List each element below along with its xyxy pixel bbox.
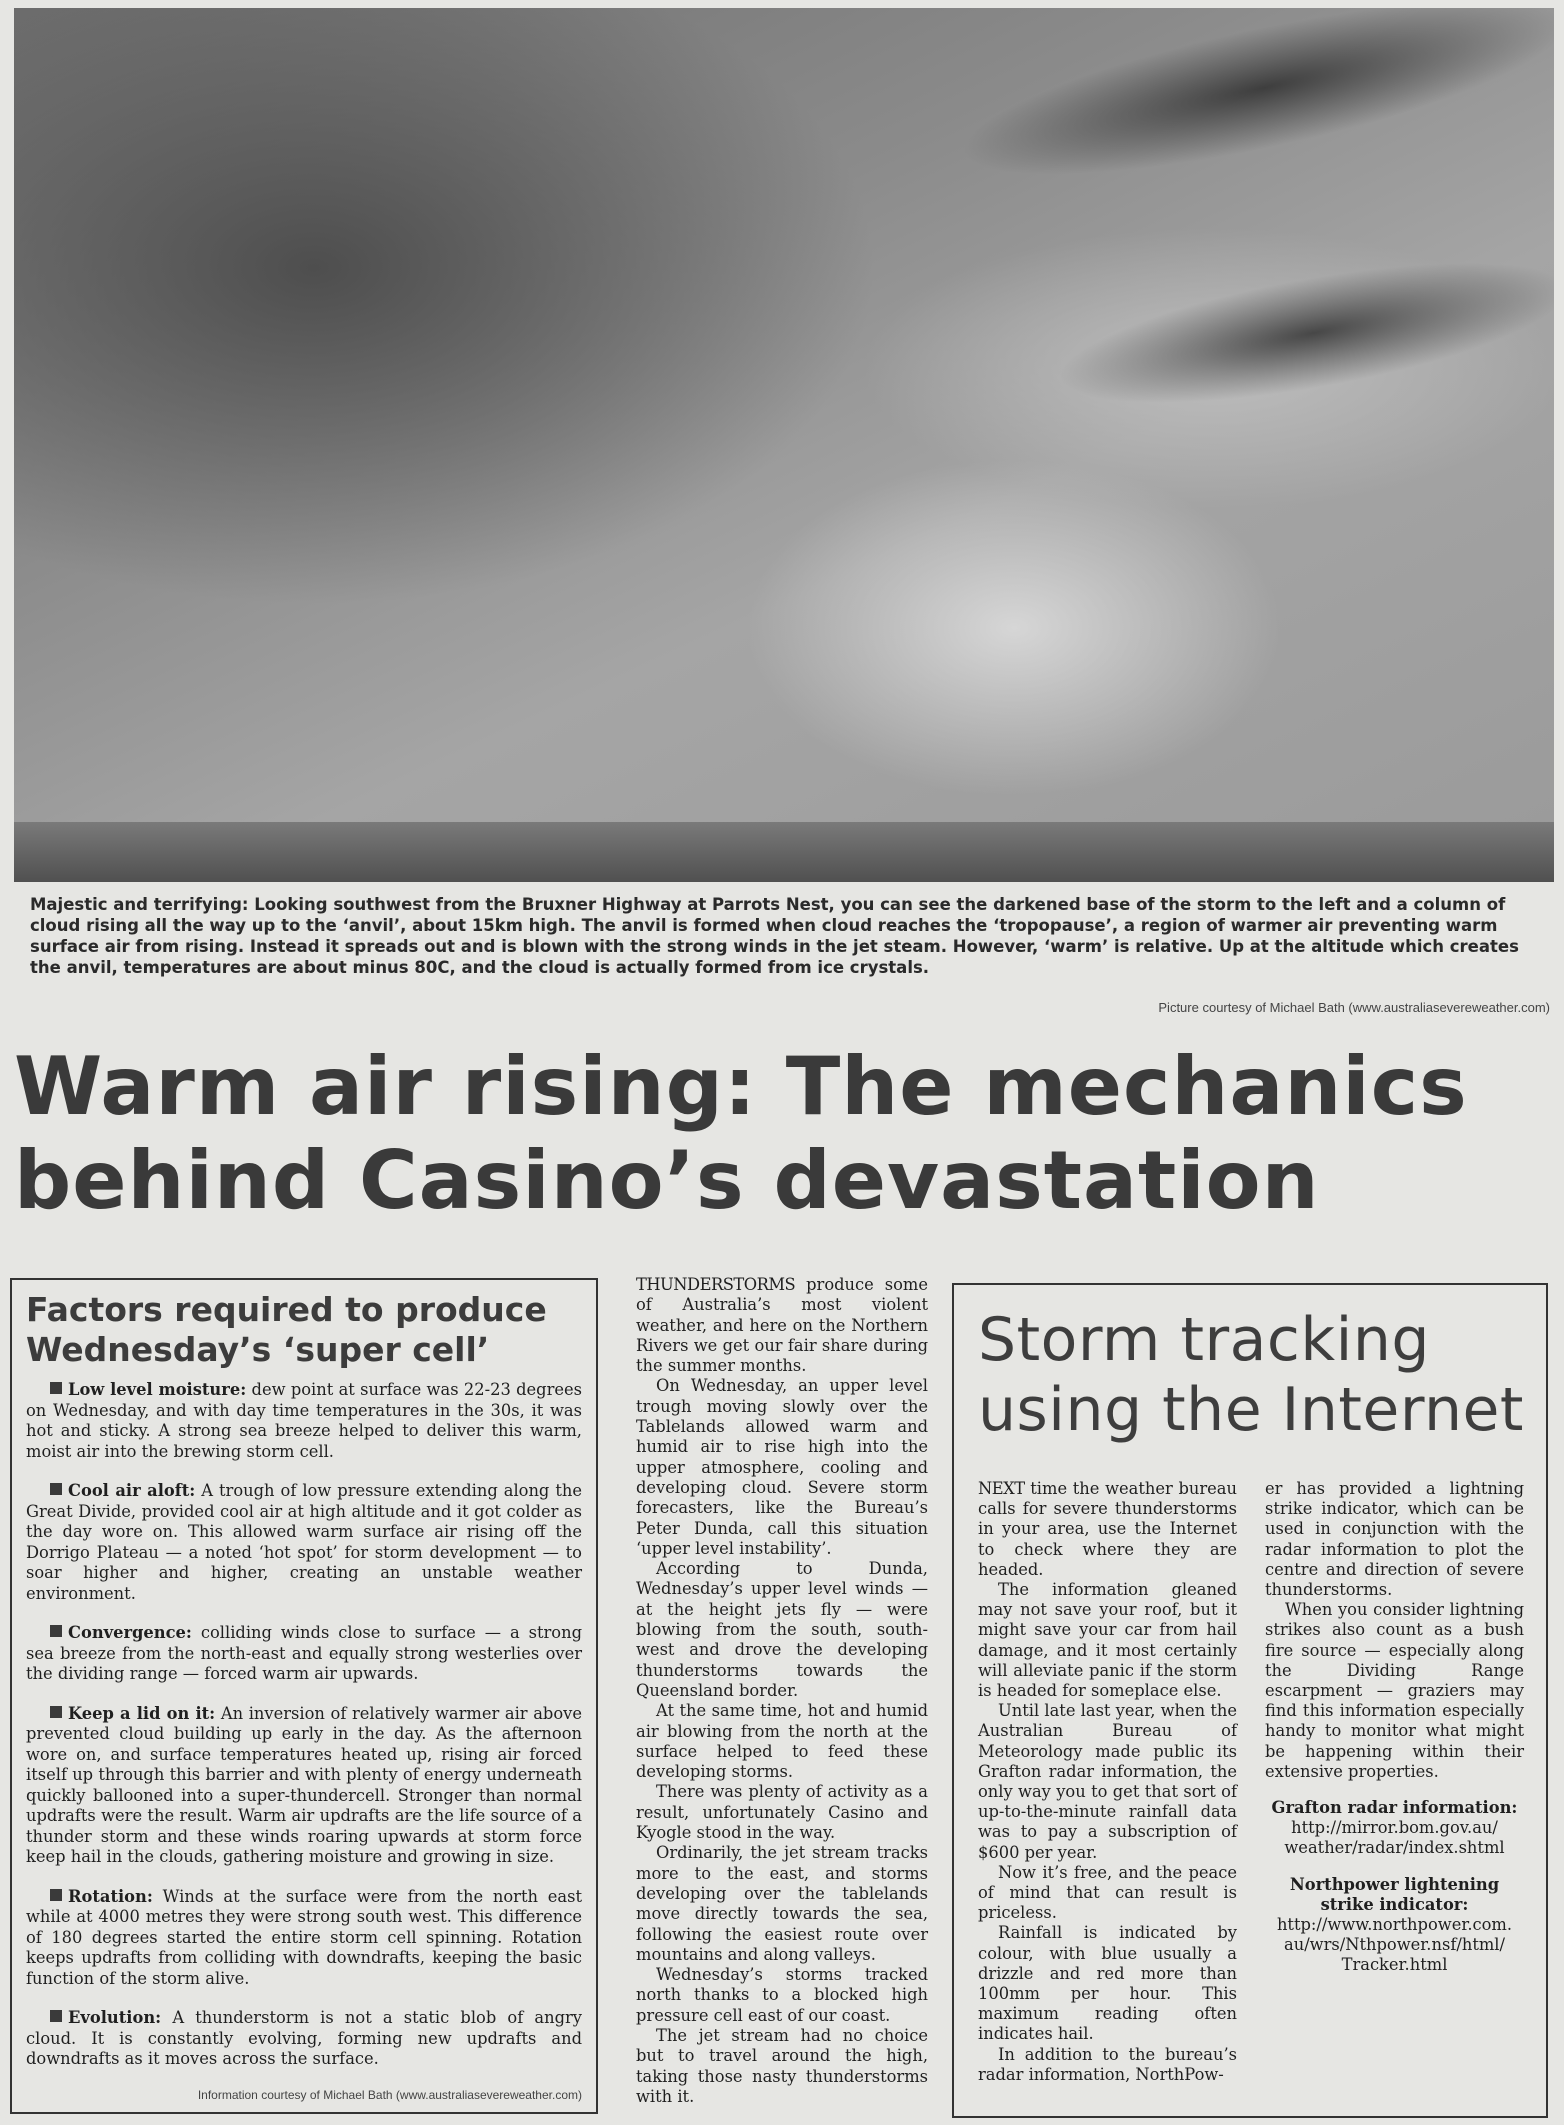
storm-text: In addition to the bureau’s radar information, NorthPow- bbox=[978, 2044, 1237, 2084]
factor-text: An inversion of relatively warmer air above prevented cloud building up early in the day. As the afternoon wore on, and surface temperatures heated up, rising air forced itself up through this barrier and with plenty of energy underneath quickly ballooned into a super-thundercell. Stronger than normal updrafts were the result. Warm air updrafts are the life source of a thunder storm and these winds roaring upwards at storm force keep hail in the clouds, gathering moisture and growing in size. bbox=[26, 1703, 582, 1866]
storm-paragraph bbox=[978, 1580, 1237, 1701]
storm-paragraph bbox=[978, 1479, 1237, 1580]
factor-text: A thunderstorm is not a static blob of angry cloud. It is constantly evolving, forming new updrafts and downdrafts as it moves across the surface. bbox=[26, 2008, 582, 2068]
headline: Warm air rising: The mechanics behind Casino’s devastation bbox=[14, 1040, 1468, 1227]
factor-term: Rotation: bbox=[68, 1886, 153, 1906]
storm-paragraph bbox=[978, 1701, 1237, 1863]
storm-paragraph bbox=[978, 1923, 1237, 2044]
storm-tracking-title: Storm tracking using the Internet bbox=[978, 1305, 1524, 1445]
storm-text: The information gleaned may not save your roof, but it might save your car from hail damage, and it most certainly will alleviate panic if the storm is headed for someplace else. bbox=[978, 1580, 1237, 1701]
factor-item bbox=[26, 1623, 582, 1685]
photo-credit: Picture courtesy of Michael Bath (www.australiasevereweather.com) bbox=[1158, 1000, 1550, 1015]
story-paragraph bbox=[636, 1275, 928, 1376]
story-paragraph bbox=[636, 1965, 928, 2026]
bullet-icon bbox=[50, 1889, 62, 1901]
factors-credit: Information courtesy of Michael Bath (www.australiasevereweather.com) bbox=[197, 2088, 582, 2102]
storm-tracking-col-2 bbox=[1265, 1479, 1524, 2085]
factor-item bbox=[26, 2008, 582, 2070]
cloud-band bbox=[1048, 234, 1554, 433]
factors-title: Factors required to produce Wednesday’s ‘super cell’ bbox=[26, 1290, 547, 1369]
story-text: Wednesday’s storms tracked north thanks to a blocked high pressure cell east of our coast. bbox=[636, 1965, 928, 2025]
horizon bbox=[14, 822, 1554, 882]
factor-term: Cool air aloft: bbox=[68, 1481, 196, 1500]
photo-caption: Majestic and terrifying: Looking southwest from the Bruxner Highway at Parrots Nest, you can see the darkened base of the storm to the left and a column of cloud rising all the way up to the ‘anvil’, about 15km high. The anvil is formed when cloud reaches the ‘tropopause’, a region of warmer air preventing warm surface air from rising. Instead it spreads out and is blown with the strong winds in the jet steam. However, ‘warm’ is relative. Up at the altitude which creates the anvil, temperatures are about minus 80C, and the cloud is actually formed from ice crystals. bbox=[30, 895, 1519, 977]
storm-text: time the weather bureau calls for severe thunderstorms in your area, use the Internet to check where they are headed. bbox=[978, 1479, 1237, 1579]
factor-term: Evolution: bbox=[68, 2008, 162, 2027]
factor-item bbox=[26, 1481, 582, 1604]
story-text: produce some of Australia’s most violent weather, and here on the Northern Rivers we get our fair share during the summer months. bbox=[636, 1275, 928, 1376]
story-text: There was plenty of activity as a result, unfortunately Casino and Kyogle stood in the way. bbox=[636, 1782, 928, 1843]
link-block bbox=[1265, 1875, 1524, 1976]
storm-tracking-box bbox=[952, 1283, 1548, 2118]
storm-paragraph bbox=[978, 2045, 1237, 2085]
bullet-icon bbox=[50, 2010, 62, 2022]
story-text: According to Dunda, Wednesday’s upper level winds — at the height jets fly — were blowing from the south, south-west and drove the developing thunderstorms towards the Queensland border. bbox=[636, 1559, 928, 1700]
storm-text: Until late last year, when the Australian Bureau of Meteorology made public its Grafton radar information, the only way you to get that sort of up-to-the-minute rainfall data was to pay a subscription of $600 per year. bbox=[978, 1701, 1237, 1862]
storm-photo bbox=[14, 8, 1554, 882]
story-paragraph bbox=[636, 2026, 928, 2107]
bullet-icon bbox=[50, 1706, 62, 1718]
story-text: Ordinarily, the jet stream tracks more to the east, and storms developing over the tablelands move directly towards the sea, following the easiest route over mountains and along valleys. bbox=[636, 1843, 928, 1964]
link-title: Northpower lightening strike indicator: bbox=[1289, 1874, 1500, 1914]
bullet-icon bbox=[50, 1483, 62, 1495]
link-url: http://www.northpower.com. au/wrs/Nthpower.nsf/html/ Tracker.html bbox=[1276, 1915, 1513, 1975]
story-paragraph bbox=[636, 1782, 928, 1843]
factor-text: dew point at surface was 22-23 degrees on Wednesday, and with day time temperatures in the 30s, it was hot and sticky. A strong sea breeze helped to deliver this warm, moist air into the brewing storm cell. bbox=[26, 1380, 582, 1461]
main-story bbox=[636, 1275, 928, 2107]
factor-text: A trough of low pressure extending along the Great Divide, provided cool air at high altitude and it got colder as the day wore on. This allowed warm surface air rising off the Dorrigo Plateau — a noted ‘hot spot’ for storm development — to soar higher and higher, creating an unstable weather environment. bbox=[26, 1481, 583, 1603]
factor-item bbox=[26, 1380, 582, 1462]
story-paragraph bbox=[636, 1559, 928, 1701]
story-text: At the same time, hot and humid air blowing from the north at the surface helped to feed these developing storms. bbox=[636, 1701, 928, 1782]
factor-text: colliding winds close to surface — a strong sea breeze from the north-east and equally strong westerlies over the dividing range — forced warm air upwards. bbox=[26, 1623, 582, 1683]
link-url: http://mirror.bom.gov.au/ weather/radar/index.shtml bbox=[1284, 1818, 1505, 1858]
story-text: On Wednesday, an upper level trough moving slowly over the Tablelands allowed warm and humid air to rise high into the upper atmosphere, cooling and developing cloud. Severe storm forecasters, like the Bureau’s Peter Dunda, call this situation ‘upper level instability’. bbox=[636, 1376, 928, 1558]
factors-list bbox=[26, 1380, 582, 2070]
story-text: The jet stream had no choice but to travel around the high, taking those nasty thunderstorms with it. bbox=[636, 2025, 928, 2106]
anvil-cloud bbox=[948, 8, 1554, 211]
storm-paragraph: er has provided a lightning strike indicator, which can be used in conjunction with the radar information to plot the centre and direction of severe thunderstorms. bbox=[1265, 1479, 1524, 1600]
storm-text: Now it’s free, and the peace of mind that can result is priceless. bbox=[978, 1862, 1237, 1923]
story-lead-caps: THUNDERSTORMS bbox=[636, 1275, 796, 1294]
factors-sidebar bbox=[10, 1278, 598, 2114]
link-title: Grafton radar information: bbox=[1271, 1798, 1518, 1818]
storm-lead-caps: NEXT bbox=[978, 1479, 1025, 1498]
factor-item bbox=[26, 1887, 582, 1990]
factor-item bbox=[26, 1704, 582, 1868]
factor-term: Keep a lid on it: bbox=[68, 1703, 216, 1723]
storm-paragraph bbox=[978, 1863, 1237, 1924]
story-paragraph bbox=[636, 1376, 928, 1559]
bullet-icon bbox=[50, 1382, 62, 1394]
story-paragraph bbox=[636, 1701, 928, 1782]
link-block bbox=[1265, 1798, 1524, 1859]
storm-text: Rainfall is indicated by colour, with blue usually a drizzle and red more than 100mm per hour. This maximum reading often indicates hail. bbox=[978, 1923, 1237, 2044]
factor-text: Winds at the surface were from the north east while at 4000 metres they were strong south west. This difference of 180 degrees started the entire storm cell spinning. Rotation keeps updrafts from colliding with downdrafts, keeping the basic function of the storm alive. bbox=[26, 1886, 582, 1988]
factor-term: Convergence: bbox=[68, 1623, 192, 1642]
bullet-icon bbox=[50, 1625, 62, 1637]
storm-paragraph: When you consider lightning strikes also count as a bush fire source — especially along the Dividing Range escarpment — graziers may find this information especially handy to monitor what might be happening within their extensive properties. bbox=[1265, 1600, 1524, 1781]
storm-tracking-col-1 bbox=[978, 1479, 1237, 2085]
story-paragraph bbox=[636, 1843, 928, 1965]
factor-term: Low level moisture: bbox=[68, 1380, 247, 1399]
